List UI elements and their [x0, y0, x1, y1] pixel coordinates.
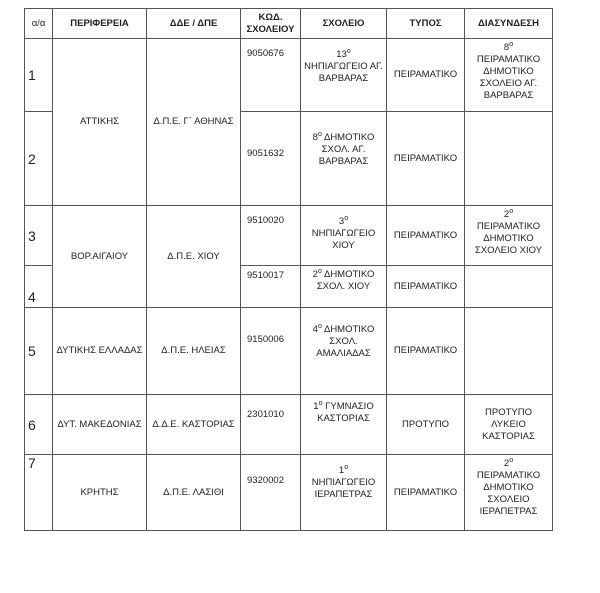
- school-cell: $13^o$ ΝΗΠΙΑΓΩΓΕΙΟ ΑΓ. ΒΑΡΒΑΡΑΣ: [301, 39, 387, 112]
- row-number: 4: [25, 266, 53, 308]
- code-cell: 9320002: [241, 455, 301, 531]
- code-cell: 9510017: [241, 266, 301, 308]
- school-cell: $2^o$ ΔΗΜΟΤΙΚΟ ΣΧΟΛ. ΧΙΟΥ: [301, 266, 387, 308]
- type-cell: ΠΕΙΡΑΜΑΤΙΚΟ: [387, 455, 465, 531]
- type-cell: ΠΡΟΤΥΠΟ: [387, 395, 465, 455]
- code-cell: 9051632: [241, 112, 301, 206]
- link-cell: ΠΡΟΤΥΠΟ ΛΥΚΕΙΟ ΚΑΣΤΟΡΙΑΣ: [465, 395, 553, 455]
- header-region: ΠΕΡΙΦΕΡΕΙΑ: [53, 9, 147, 39]
- table-row: [25, 455, 553, 531]
- school-cell: $8^o$ ΔΗΜΟΤΙΚΟ ΣΧΟΛ. ΑΓ. ΒΑΡΒΑΡΑΣ: [301, 112, 387, 206]
- school-cell: $1^o$ ΝΗΠΙΑΓΩΓΕΙΟ ΙΕΡΑΠΕΤΡΑΣ: [301, 455, 387, 531]
- header-school: ΣΧΟΛΕΙΟ: [301, 9, 387, 39]
- row-number: 2: [25, 112, 53, 206]
- table-row: [25, 39, 553, 112]
- row-number: 3: [25, 206, 53, 266]
- header-row: [25, 9, 553, 39]
- dde-cell: Δ.Π.Ε. ΗΛΕΙΑΣ: [147, 308, 241, 395]
- link-cell: [465, 112, 553, 206]
- link-cell: [465, 266, 553, 308]
- type-cell: ΠΕΙΡΑΜΑΤΙΚΟ: [387, 206, 465, 266]
- type-cell: ΠΕΙΡΑΜΑΤΙΚΟ: [387, 266, 465, 308]
- row-number: 6: [25, 395, 53, 455]
- link-cell: $2^o$ ΠΕΙΡΑΜΑΤΙΚΟ ΔΗΜΟΤΙΚΟ ΣΧΟΛΕΙΟ ΙΕΡΑΠΕΤΡΑΣ: [465, 455, 553, 531]
- code-cell: 9050676: [241, 39, 301, 112]
- header-dde: ΔΔΕ / ΔΠΕ: [147, 9, 241, 39]
- region-cell: ΑΤΤΙΚΗΣ: [53, 39, 147, 206]
- school-cell: $1^o$ ΓΥΜΝΑΣΙΟ ΚΑΣΤΟΡΙΑΣ: [301, 395, 387, 455]
- link-cell: [465, 308, 553, 395]
- region-cell: ΔΥΤΙΚΗΣ ΕΛΛΑΔΑΣ: [53, 308, 147, 395]
- schools-table: [24, 8, 553, 531]
- header-code: ΚΩΔ. ΣΧΟΛΕΙΟΥ: [241, 9, 301, 39]
- dde-cell: Δ.Π.Ε. ΛΑΣΙΘΙ: [147, 455, 241, 531]
- school-cell: $3^o$ ΝΗΠΙΑΓΩΓΕΙΟ ΧΙΟΥ: [301, 206, 387, 266]
- region-cell: ΚΡΗΤΗΣ: [53, 455, 147, 531]
- link-cell: $8^o$ ΠΕΙΡΑΜΑΤΙΚΟ ΔΗΜΟΤΙΚΟ ΣΧΟΛΕΙΟ ΑΓ. ΒΑΡΒΑΡΑΣ: [465, 39, 553, 112]
- code-cell: 9510020: [241, 206, 301, 266]
- dde-cell: Δ.Π.Ε. Γ΄ ΑΘΗΝΑΣ: [147, 39, 241, 206]
- type-cell: ΠΕΙΡΑΜΑΤΙΚΟ: [387, 39, 465, 112]
- dde-cell: Δ.Π.Ε. ΧΙΟΥ: [147, 206, 241, 308]
- code-cell: 2301010: [241, 395, 301, 455]
- table-row: [25, 206, 553, 266]
- row-number: 5: [25, 308, 53, 395]
- link-cell: $2^o$ ΠΕΙΡΑΜΑΤΙΚΟ ΔΗΜΟΤΙΚΟ ΣΧΟΛΕΙΟ ΧΙΟΥ: [465, 206, 553, 266]
- school-cell: $4^o$ ΔΗΜΟΤΙΚΟ ΣΧΟΛ. ΑΜΑΛΙΑΔΑΣ: [301, 308, 387, 395]
- header-link: ΔΙΑΣΥΝΔΕΣΗ: [465, 9, 553, 39]
- type-cell: ΠΕΙΡΑΜΑΤΙΚΟ: [387, 112, 465, 206]
- region-cell: ΒΟΡ.ΑΙΓΑΙΟΥ: [53, 206, 147, 308]
- type-cell: ΠΕΙΡΑΜΑΤΙΚΟ: [387, 308, 465, 395]
- header-type: ΤΥΠΟΣ: [387, 9, 465, 39]
- table-row: [25, 395, 553, 455]
- row-number: 1: [25, 39, 53, 112]
- row-number: 7: [25, 455, 53, 531]
- code-cell: 9150006: [241, 308, 301, 395]
- dde-cell: Δ.Δ.Ε. ΚΑΣΤΟΡΙΑΣ: [147, 395, 241, 455]
- region-cell: ΔΥΤ. ΜΑΚΕΔΟΝΙΑΣ: [53, 395, 147, 455]
- header-num: α/α: [25, 9, 53, 39]
- table-row: [25, 308, 553, 395]
